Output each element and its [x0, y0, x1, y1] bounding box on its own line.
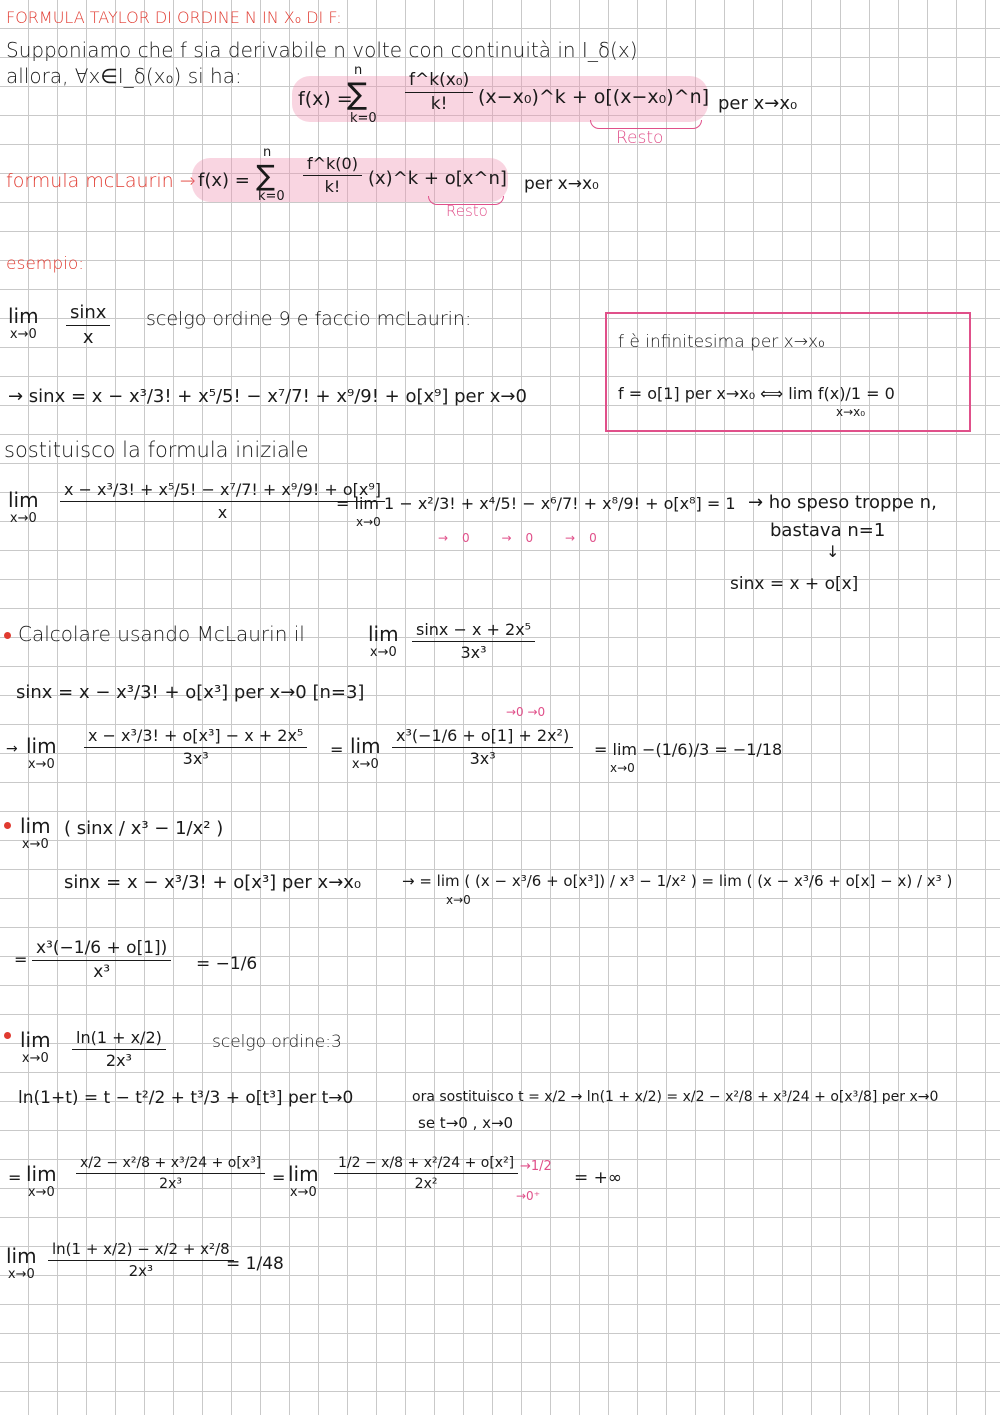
ex4-limit — [20, 1030, 51, 1065]
infbox-line-1: f è infinitesima per x→x₀ — [618, 332, 825, 352]
ex3-step1: → = lim ( (x − x³/6 + o[x³]) / x³ − 1/x² ) = lim ( (x − x³/6 + o[x] − x) / x³ ) — [402, 872, 953, 890]
ex1-lim-op: lim — [8, 304, 39, 328]
ex1-frac-den: x — [82, 327, 94, 348]
ex2-final-sub: x→0 — [610, 761, 635, 775]
taylor-num: f^k(x₀) — [405, 72, 473, 93]
ex4-step-den: 2x³ — [159, 1176, 182, 1192]
mclaurin-lhs: f(x) = — [198, 170, 250, 191]
ex4-mark-num: →1/2 — [520, 1159, 552, 1174]
sum-symbol-icon: ∑ — [347, 77, 368, 112]
ex4-eq-2: = — [272, 1168, 286, 1187]
ex4-subst-2: se t→0 , x→0 — [418, 1114, 514, 1132]
ex2-step2-marks: →0 →0 — [506, 705, 546, 719]
ex4-den: 2x³ — [105, 1051, 132, 1070]
ex3-expr: ( sinx / x³ − 1/x² ) — [64, 818, 224, 839]
ex2-fraction — [412, 622, 535, 661]
ex4-step-num: x/2 − x²/8 + x³/24 + o[x³] — [76, 1156, 265, 1174]
ex2-step2-fraction — [392, 728, 573, 767]
ex1-side-note-1: → ho speso troppe n, — [748, 492, 937, 513]
ex3-final-num: x³(−1/6 + o[1]) — [32, 940, 171, 961]
ex1-under-marks: →0 →0 →0 — [438, 531, 611, 545]
ex2-lim-sub: x→0 — [369, 645, 397, 660]
ex4-result: = +∞ — [574, 1168, 623, 1188]
ex3-lim-sub: x→0 — [21, 837, 49, 852]
ex4-lim3-op: lim — [288, 1162, 319, 1186]
ex3-final-den: x³ — [93, 962, 111, 982]
ex3-final-res: = −1/6 — [196, 954, 258, 974]
ex4-subst: ora sostituisco t = x/2 → ln(1 + x/2) = x/2 − x²/8 + x³/24 + o[x³/8] per x→0 — [412, 1089, 939, 1105]
ex2-limit — [368, 624, 399, 659]
taylor-tail: per x→x₀ — [718, 93, 798, 114]
mclaurin-sum-bot: k=0 — [258, 189, 285, 204]
ex1-lim-sub: x→0 — [9, 327, 37, 342]
ex4-lim4-sub: x→0 — [7, 1267, 35, 1282]
ex3-limit — [20, 816, 51, 851]
ex1-result: = lim 1 − x²/3! + x⁴/5! − x⁶/7! + x⁸/9! + o[x⁸] = 1 — [336, 494, 736, 513]
mclaurin-sum-top: n — [263, 145, 272, 160]
ex2-limit-2 — [26, 736, 57, 771]
mclaurin-den: k! — [324, 177, 341, 196]
ex4-lim3-sub: x→0 — [289, 1185, 317, 1200]
ex4-lim-sub: x→0 — [21, 1051, 49, 1066]
ex4-note: scelgo ordine:3 — [212, 1032, 342, 1052]
ex4-lim-op: lim — [20, 1028, 51, 1052]
ex2-eq: = — [330, 740, 344, 759]
intro-line-1: Supponiamo che f sia derivabile n volte con continuità in I_δ(x) — [6, 38, 638, 62]
ex2-expansion: sinx = x − x³/3! + o[x³] per x→0 [n=3] — [16, 682, 365, 703]
ex1-note: scelgo ordine 9 e faccio mcLaurin: — [146, 308, 472, 330]
ex1-limit-2 — [8, 490, 39, 525]
ex1-lim2-op: lim — [8, 488, 39, 512]
mclaurin-num: f^k(0) — [303, 156, 362, 176]
mclaurin-fraction — [303, 156, 362, 195]
ex2-final: = lim −(1/6)/3 = −1/18 — [594, 740, 783, 759]
ex1-result-sub: x→0 — [356, 515, 381, 529]
mclaurin-resto-label: Resto — [446, 202, 488, 220]
ex1-limit — [8, 306, 39, 341]
ex1-frac-num: sinx — [66, 304, 110, 326]
ex4-limit-4 — [6, 1246, 37, 1281]
intro-line-2: allora, ∀x∈I_δ(x₀) si ha: — [6, 64, 242, 88]
taylor-resto-label: Resto — [616, 128, 664, 148]
ex1-expansion: → sinx = x − x³/3! + x⁵/5! − x⁷/7! + x⁹/9! + o[x⁹] per x→0 — [8, 386, 527, 407]
ex1-side-note-3: sinx = x + o[x] — [730, 574, 859, 594]
ex4-step2-fraction — [334, 1156, 518, 1191]
ex4-eq-1: = — [8, 1168, 22, 1187]
ex4-step2-den: 2x² — [414, 1176, 438, 1192]
taylor-lhs: f(x) = — [298, 88, 353, 110]
down-arrow-icon: ↓ — [826, 542, 840, 561]
infbox-line-2-sub: x→x₀ — [836, 405, 866, 419]
ex2-step2-num: x³(−1/6 + o[1] + 2x²) — [392, 728, 573, 748]
ex4-fraction — [72, 1030, 166, 1069]
bullet-icon — [4, 632, 11, 639]
ex4-step-fraction — [76, 1156, 265, 1191]
ex1-lim2-sub: x→0 — [9, 511, 37, 526]
ex4-num: ln(1 + x/2) — [72, 1030, 166, 1050]
ex2-limit-3 — [350, 736, 381, 771]
ex3-step1-sub: x→0 — [446, 893, 471, 907]
ex2-lim3-sub: x→0 — [351, 757, 379, 772]
infbox-line-2: f = o[1] per x→x₀ ⟺ lim f(x)/1 = 0 — [618, 384, 895, 403]
ex3-eq: = — [14, 950, 28, 969]
ex4-last-den: 2x³ — [128, 1262, 154, 1280]
ex2-den: 3x³ — [460, 643, 487, 662]
arrow-right-icon: → — [6, 741, 18, 757]
ex4-last-num: ln(1 + x/2) − x/2 + x²/8 — [48, 1242, 234, 1261]
taylor-sum-bot: k=0 — [350, 111, 377, 126]
ex1-side-note-2: bastava n=1 — [770, 520, 886, 541]
ex2-step-fraction — [84, 728, 307, 767]
ex4-lim4-op: lim — [6, 1244, 37, 1268]
example-label: esempio: — [6, 254, 84, 274]
ex2-lim-op: lim — [368, 622, 399, 646]
taylor-den: k! — [430, 94, 448, 114]
mclaurin-tail: per x→x₀ — [524, 174, 599, 194]
ex1-sub-text: sostituisco la formula iniziale — [4, 438, 309, 462]
ex2-step-den: 3x³ — [182, 749, 209, 768]
taylor-sum-top: n — [354, 63, 363, 78]
taylor-fraction — [405, 72, 473, 113]
ex3-expansion: sinx = x − x³/3! + o[x³] per x→x₀ — [64, 872, 362, 893]
ex2-step-num: x − x³/3! + o[x³] − x + 2x⁵ — [84, 728, 307, 748]
page-title: FORMULA TAYLOR DI ORDINE N IN X₀ DI F: — [6, 8, 342, 27]
mclaurin-mid: (x)^k + o[x^n] — [368, 168, 507, 189]
ex2-lim3-op: lim — [350, 734, 381, 758]
ex1-big-den: x — [217, 503, 228, 522]
ex2-num: sinx − x + 2x⁵ — [412, 622, 535, 642]
ex3-final-fraction — [32, 940, 171, 981]
ex4-last-res: = 1/48 — [226, 1254, 284, 1274]
ex2-title: Calcolare usando McLaurin il — [18, 622, 305, 646]
ex2-lim2-sub: x→0 — [27, 757, 55, 772]
bullet-icon — [4, 822, 11, 829]
infinitesimal-box — [605, 312, 971, 432]
ex4-lim2-op: lim — [26, 1162, 57, 1186]
ex4-limit-3 — [288, 1164, 319, 1199]
ex4-limit-2 — [26, 1164, 57, 1199]
taylor-mid: (x−x₀)^k + o[(x−x₀)^n] — [478, 86, 710, 108]
sum-symbol-icon: ∑ — [256, 159, 275, 192]
ex4-mark-den: →0⁺ — [516, 1189, 541, 1203]
ex1-big-num: x − x³/3! + x⁵/5! − x⁷/7! + x⁹/9! + o[x⁹] — [60, 482, 385, 502]
ex2-step2-den: 3x³ — [469, 749, 496, 768]
ex4-expansion: ln(1+t) = t − t²/2 + t³/3 + o[t³] per t→0 — [18, 1088, 354, 1108]
ex3-lim-op: lim — [20, 814, 51, 838]
mclaurin-label: formula mcLaurin → — [6, 170, 196, 192]
bullet-icon — [4, 1032, 11, 1039]
ex2-lim2-op: lim — [26, 734, 57, 758]
ex4-lim2-sub: x→0 — [27, 1185, 55, 1200]
ex4-step2-num: 1/2 − x/8 + x²/24 + o[x²] — [334, 1156, 518, 1174]
ex4-last-fraction — [48, 1242, 234, 1279]
ex1-fraction — [66, 304, 110, 347]
